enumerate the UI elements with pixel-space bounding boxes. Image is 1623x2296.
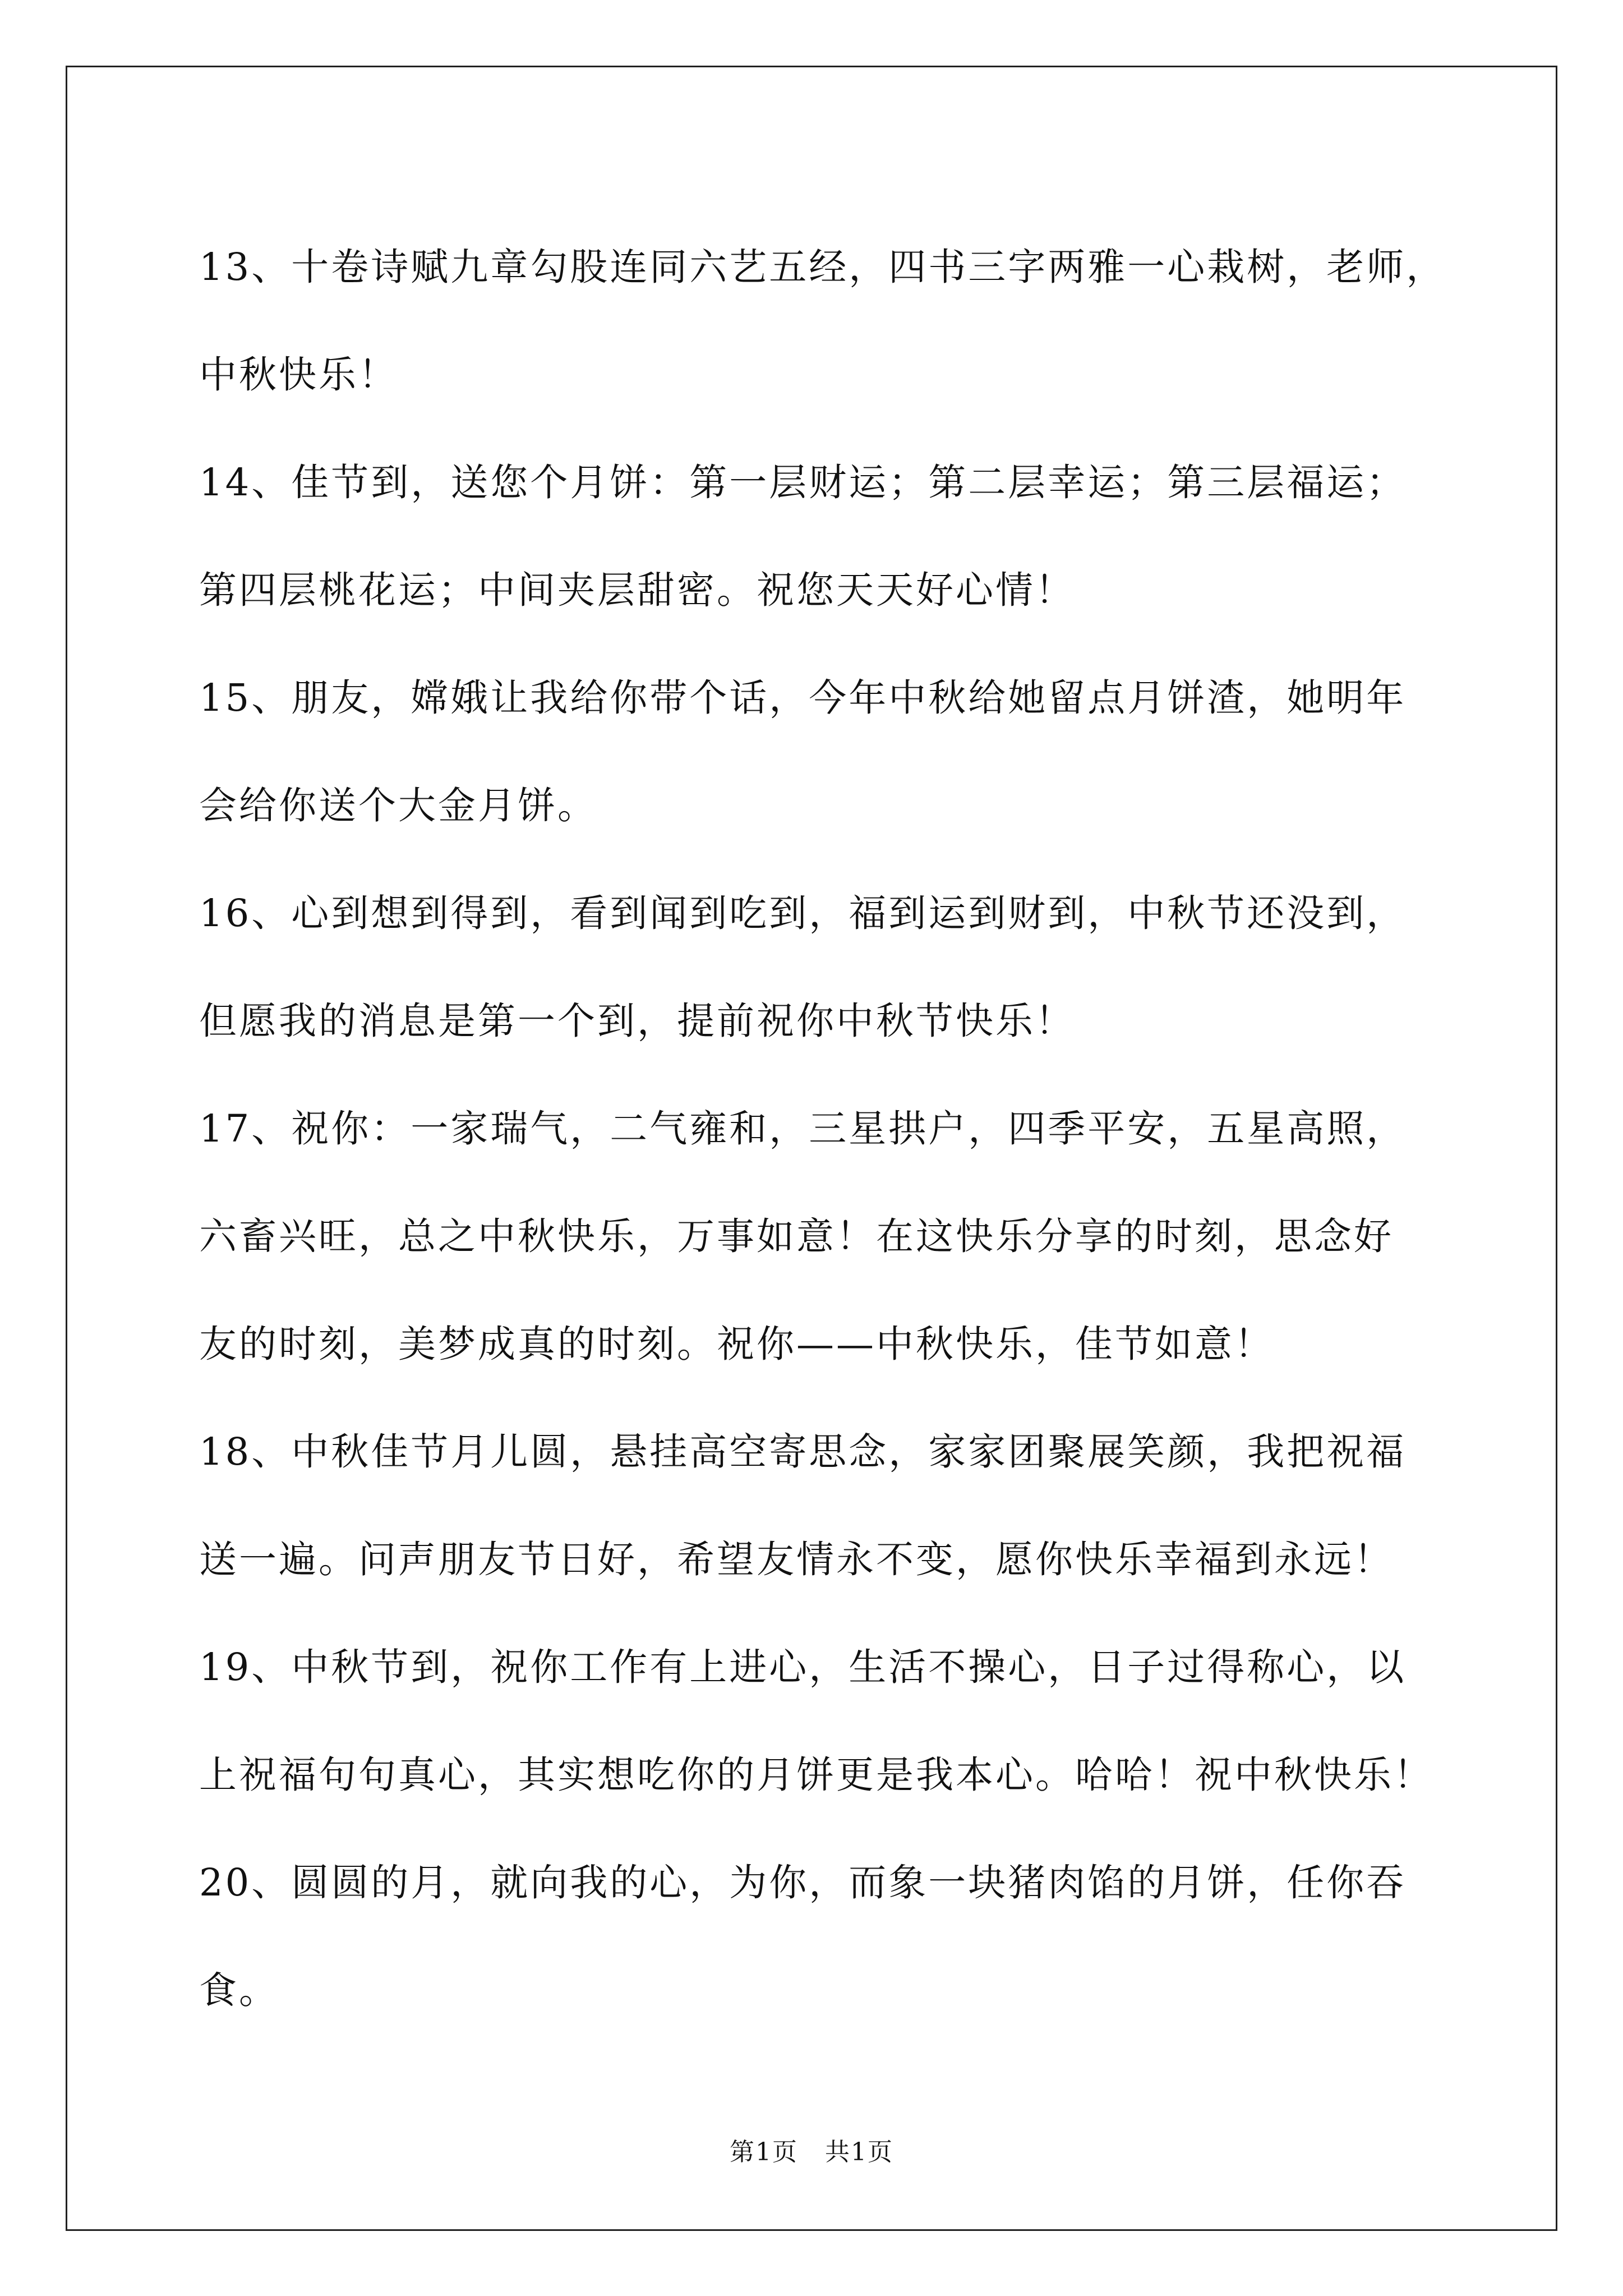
text-line: 友的时刻，美梦成真的时刻。祝你——中秋快乐，佳节如意！ bbox=[199, 1322, 1274, 1366]
text-line: 但愿我的消息是第一个到，提前祝你中秋节快乐！ bbox=[199, 999, 1075, 1043]
text-line: 上祝福句句真心，其实想吃你的月饼更是我本心。哈哈！祝中秋快乐！ bbox=[199, 1753, 1433, 1797]
page-footer bbox=[0, 2132, 1623, 2168]
text-line: 20、圆圆的月，就向我的心，为你，而象一块猪肉馅的月饼，任你吞 bbox=[199, 1861, 1407, 1904]
text-line: 13、十卷诗赋九章勾股连同六艺五经，四书三字两雅一心栽树，老师， bbox=[199, 245, 1446, 289]
text-line: 送一遍。问声朋友节日好，希望友情永不变，愿你快乐幸福到永远！ bbox=[199, 1538, 1394, 1581]
page-number-current: 第1页 bbox=[730, 2138, 798, 2166]
text-line: 会给你送个大金月饼。 bbox=[199, 784, 597, 827]
text-line: 19、中秋节到，祝你工作有上进心，生活不操心，日子过得称心，以 bbox=[199, 1645, 1407, 1689]
text-line: 16、心到想到得到，看到闻到吃到，福到运到财到，中秋节还没到， bbox=[199, 891, 1407, 935]
text-line: 第四层桃花运；中间夹层甜密。祝您天天好心情！ bbox=[199, 568, 1075, 612]
text-line: 中秋快乐！ bbox=[199, 353, 398, 397]
text-line: 食。 bbox=[199, 1968, 279, 2012]
text-line: 18、中秋佳节月儿圆，悬挂高空寄思念，家家团聚展笑颜，我把祝福 bbox=[199, 1430, 1407, 1474]
text-line: 六畜兴旺，总之中秋快乐，万事如意！在这快乐分享的时刻，思念好 bbox=[199, 1214, 1394, 1258]
text-line: 14、佳节到，送您个月饼：第一层财运；第二层幸运；第三层福运； bbox=[199, 461, 1407, 504]
document-body bbox=[199, 213, 1467, 2044]
page-number-total: 共1页 bbox=[825, 2138, 893, 2166]
text-line: 15、朋友，嫦娥让我给你带个话，今年中秋给她留点月饼渣，她明年 bbox=[199, 676, 1407, 720]
text-line: 17、祝你：一家瑞气，二气雍和，三星拱户，四季平安，五星高照， bbox=[199, 1107, 1407, 1151]
